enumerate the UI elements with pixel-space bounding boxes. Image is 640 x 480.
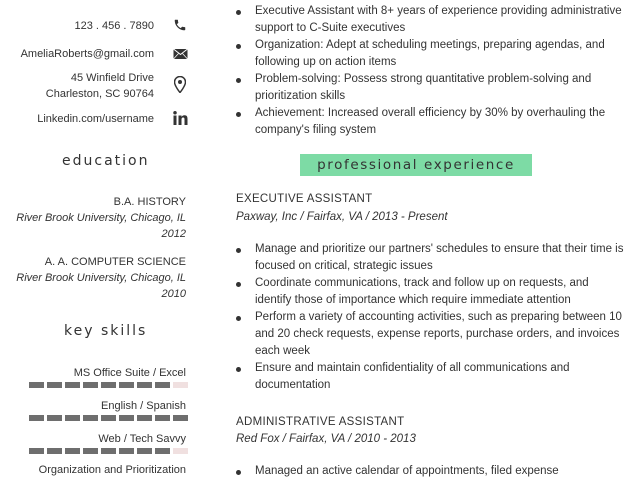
skill-segment-filled bbox=[47, 382, 62, 388]
professional-experience-heading: professional experience bbox=[300, 154, 532, 176]
skill-name: Web / Tech Savvy bbox=[98, 433, 186, 445]
skill-segment-filled bbox=[137, 382, 152, 388]
education-year: 2010 bbox=[161, 288, 186, 300]
bullet-icon bbox=[236, 316, 241, 321]
bullet-icon bbox=[236, 10, 241, 15]
list-item bbox=[236, 275, 628, 309]
list-item bbox=[236, 309, 628, 360]
list-item bbox=[236, 37, 628, 71]
skill-level-bar bbox=[29, 448, 188, 454]
skill-segment-filled bbox=[65, 415, 80, 421]
contact-address-line2: Charleston, SC 90764 bbox=[45, 88, 154, 100]
job-title: EXECUTIVE ASSISTANT bbox=[236, 193, 373, 205]
skill-segment-filled bbox=[101, 415, 116, 421]
bullet-icon bbox=[236, 282, 241, 287]
summary-text: Problem-solving: Possess strong quantitative problem-solving and prioritization skills bbox=[255, 73, 592, 102]
skill-segment-filled bbox=[119, 415, 134, 421]
skills-heading: key skills bbox=[64, 323, 148, 339]
bullet-icon bbox=[236, 470, 241, 475]
list-item bbox=[236, 71, 628, 105]
list-item bbox=[236, 360, 628, 394]
map-pin-icon bbox=[172, 76, 188, 92]
skill-segment-filled bbox=[65, 448, 80, 454]
list-item bbox=[236, 241, 628, 275]
bullet-icon bbox=[236, 367, 241, 372]
bullet-icon bbox=[236, 44, 241, 49]
skill-segment-filled bbox=[83, 415, 98, 421]
summary-list bbox=[236, 3, 628, 139]
skill-segment-filled bbox=[29, 415, 44, 421]
skill-segment-filled bbox=[119, 382, 134, 388]
skill-level-bar bbox=[29, 415, 188, 421]
skill-segment-filled bbox=[173, 415, 188, 421]
education-school: River Brook University, Chicago, IL bbox=[16, 212, 186, 224]
bullet-icon bbox=[236, 112, 241, 117]
envelope-icon bbox=[172, 46, 188, 62]
skill-segment-filled bbox=[47, 415, 62, 421]
job-bullets bbox=[236, 463, 628, 480]
skill-segment-filled bbox=[65, 382, 80, 388]
skill-segment-filled bbox=[119, 448, 134, 454]
job-bullet-text: Managed an active calendar of appointments, filed expense bbox=[255, 465, 559, 477]
job-bullet-text: Ensure and maintain confidentiality of all communications and documentation bbox=[255, 362, 570, 391]
bullet-icon bbox=[236, 78, 241, 83]
job-bullets bbox=[236, 241, 628, 394]
contact-phone: 123 . 456 . 7890 bbox=[74, 20, 154, 32]
job-bullet-text: Coordinate communications, track and follow up on requests, and identify those of importance which require immediate attention bbox=[255, 277, 589, 306]
linkedin-icon[interactable] bbox=[172, 110, 188, 126]
list-item bbox=[236, 3, 628, 37]
skill-name: Organization and Prioritization bbox=[38, 464, 186, 476]
summary-text: Executive Assistant with 8+ years of experience providing administrative support to C-Suite executives bbox=[255, 5, 622, 34]
summary-text: Achievement: Increased overall efficiency by 30% by overhauling the company's filing system bbox=[255, 107, 606, 136]
list-item bbox=[236, 463, 628, 480]
skill-segment-filled bbox=[155, 448, 170, 454]
skill-segment-empty bbox=[173, 448, 188, 454]
skill-segment-filled bbox=[83, 382, 98, 388]
skill-segment-filled bbox=[155, 415, 170, 421]
job-bullet-text: Manage and prioritize our partners' schedules to ensure that their time is focused on critical, strategic issues bbox=[255, 243, 624, 272]
education-school: River Brook University, Chicago, IL bbox=[16, 272, 186, 284]
skill-segment-filled bbox=[83, 448, 98, 454]
contact-address-line1: 45 Winfield Drive bbox=[70, 72, 154, 84]
list-item bbox=[236, 105, 628, 139]
contact-linkedin[interactable]: Linkedin.com/username bbox=[37, 113, 154, 125]
skill-segment-filled bbox=[29, 448, 44, 454]
job-title: ADMINISTRATIVE ASSISTANT bbox=[236, 416, 405, 428]
skill-segment-filled bbox=[101, 382, 116, 388]
job-company: Red Fox / Fairfax, VA / 2010 - 2013 bbox=[236, 433, 416, 445]
skill-segment-filled bbox=[155, 382, 170, 388]
skill-segment-empty bbox=[173, 382, 188, 388]
skill-segment-filled bbox=[29, 382, 44, 388]
education-degree: B.A. HISTORY bbox=[113, 196, 186, 208]
skill-name: MS Office Suite / Excel bbox=[73, 367, 186, 379]
job-bullet-text: Perform a variety of accounting activities, such as preparing between 10 and 20 check requests, expense reports, purchase orders, and invoices each week bbox=[255, 311, 622, 357]
skill-segment-filled bbox=[47, 448, 62, 454]
education-degree: A. A. COMPUTER SCIENCE bbox=[44, 256, 186, 268]
skill-level-bar bbox=[29, 382, 188, 388]
phone-icon bbox=[172, 17, 188, 33]
education-year: 2012 bbox=[161, 228, 186, 240]
summary-text: Organization: Adept at scheduling meetings, preparing agendas, and following up on action items bbox=[255, 39, 605, 68]
contact-email[interactable]: AmeliaRoberts@gmail.com bbox=[20, 48, 154, 60]
job-company: Paxway, Inc / Fairfax, VA / 2013 - Present bbox=[236, 211, 448, 223]
skill-name: English / Spanish bbox=[101, 400, 186, 412]
bullet-icon bbox=[236, 248, 241, 253]
skill-segment-filled bbox=[137, 415, 152, 421]
skill-segment-filled bbox=[101, 448, 116, 454]
skill-segment-filled bbox=[137, 448, 152, 454]
education-heading: education bbox=[62, 153, 150, 169]
